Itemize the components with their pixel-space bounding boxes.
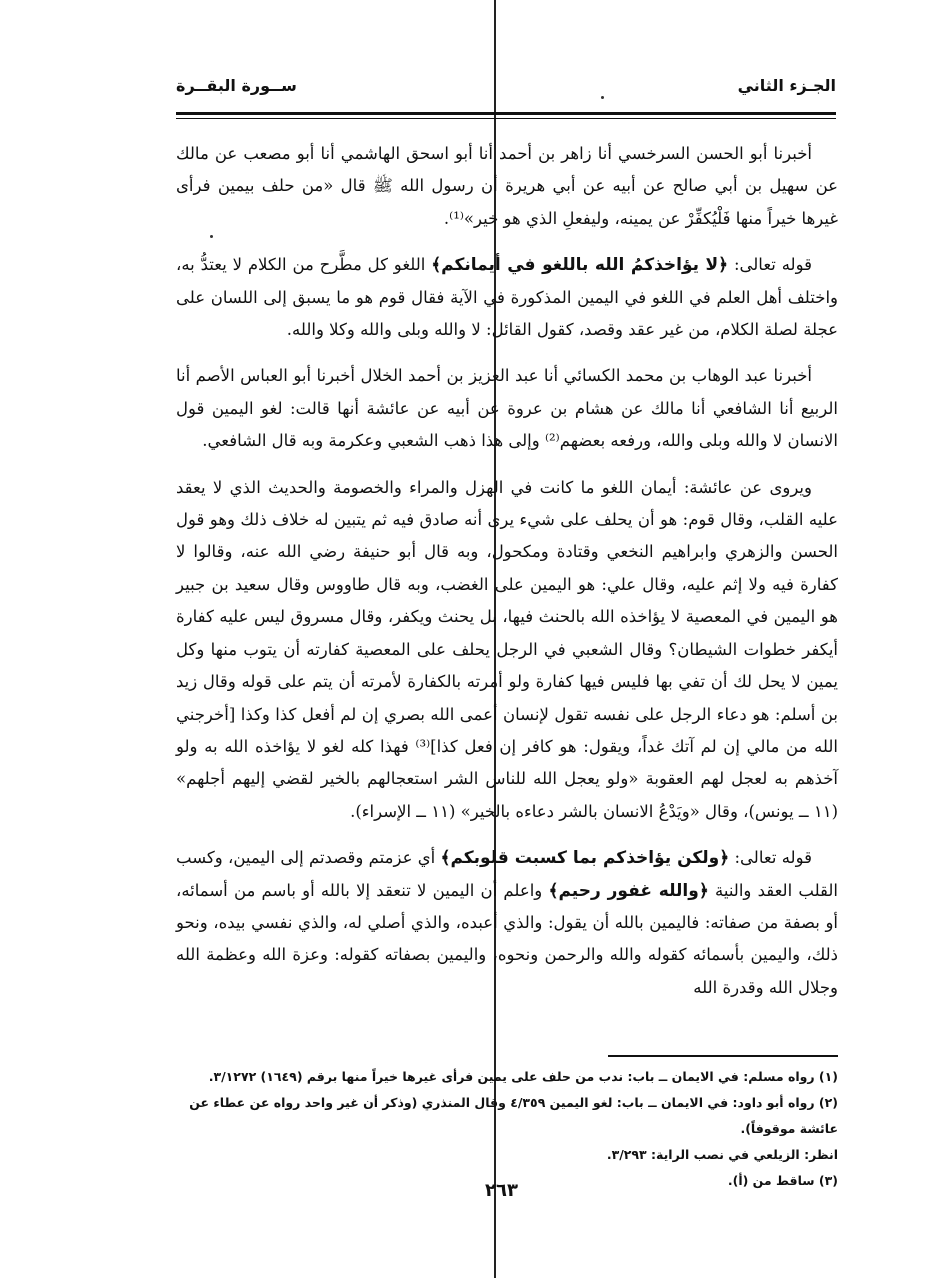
main-text <box>176 138 838 1004</box>
paragraph-laghw: قوله تعالى: ﴿لا يؤاخذكمُ الله باللغو في أيمانكم﴾ اللغو كل مطَّرح من الكلام لا يعتدُّ به، واختلف أهل العلم في اللغو في اليمين المذكورة في الآية فقال قوم هو ما يسبق إلى اللسان على عجلة لصلة الكلام، من غير عقد وقصد، كقول القائل: لا والله وبلى والله وكلا والله. <box>176 255 838 340</box>
footnotes <box>176 1064 838 1194</box>
footnote: انظر: الزيلعي في نصب الراية: ٣/٢٩٣. <box>606 1147 838 1162</box>
page-number: ٢٦٣ <box>485 1180 518 1201</box>
quran-verse: ﴿لا يؤاخذكمُ الله باللغو في أيمانكم﴾ <box>431 255 729 276</box>
header-rule <box>176 112 836 115</box>
paragraph-hadith: أخبرنا أبو الحسن السرخسي أنا زاهر بن أحمد أنا أبو اسحق الهاشمي أنا أبو مصعب عن مالك عن سهيل بن أبي صالح عن أبيه عن أبي هريرة أن رسول الله ﷺ قال «من حلف بيمين فرأى غيرها خيراً منها فَلْيُكفِّرْ عن يمينه، وليفعلِ الذي هو خير»⁽¹⁾. <box>176 144 838 228</box>
paragraph-chain: أخبرنا عبد الوهاب بن محمد الكسائي أنا عبد العزيز بن أحمد الخلال أخبرنا أبو العباس الأصم أنا الربيع أنا الشافعي أنا مالك عن هشام بن عروة عن أبيه عن عائشة أنها قالت: لغو اليمين قول الانسان لا والله وبلى والله، ورفعه بعضهم⁽²⁾ وإلى هذا ذهب الشعبي وعكرمة وبه قال الشافعي. <box>176 366 838 451</box>
quran-verse: ﴿ولكن يؤاخذكم بما كسبت قلوبكم﴾ <box>440 848 730 869</box>
footnote: (٢) رواه أبو داود: في الايمان ــ باب: لغو اليمين ٤/٣٥٩ وقال المنذري (وذكر أن غير واحد رواه عن عطاء عن عائشة موقوفاً). <box>189 1095 838 1136</box>
part-title: الجـزء الثاني <box>737 76 836 95</box>
paragraph-kasabat: قوله تعالى: ﴿ولكن يؤاخذكم بما كسبت قلوبكم﴾ أي عزمتم وقصدتم إلى اليمين، وكسب القلب العقد والنية ﴿والله غفور رحيم﴾ واعلم أن اليمين لا تنعقد إلا بالله أو باسم من أسمائه، أو بصفة من صفاته: فاليمين بالله أن يقول: والذي أعبده، والذي أصلي له، والذي نفسي بيده، ونحو ذلك، واليمين بأسمائه كقوله والله والرحمن ونحوه، واليمين بصفاته كقوله: وعزة الله وعظمة الله وجلال الله وقدرة الله <box>176 848 838 997</box>
quran-verse: ﴿والله غفور رحيم﴾ <box>548 880 709 901</box>
footnote-separator <box>608 1055 838 1057</box>
header-rule-thin <box>176 118 836 119</box>
paragraph-aisha: ويروى عن عائشة: أيمان اللغو ما كانت في الهزل والمراء والخصومة والحديث الذي لا يعقد عليه القلب، وقال قوم: هو أن يحلف على شيء يرى أنه صادق فيه ثم يتبين له خلاف ذلك وهو قول الحسن والزهري وابراهيم النخعي وقتادة ومكحول، وبه قال أبو حنيفة رضي الله عنه، وقالوا لا كفارة فيه ولا إثم عليه، وقال علي: هو اليمين على الغضب، وبه قال طاووس وقال سعيد بن جبير هو اليمين في المعصية لا يؤاخذه الله بالحنث فيها، بل يحنث ويكفر، وقال مسروق ليس عليه كفارة أيكفر خطوات الشيطان؟ وقال الشعبي في الرجل يحلف على المعصية كفارته أن يتوب منها وكل يمين لا يحل لك أن تفي بها فليس فيها كفارة ولو أمرته بالكفارة لأمرته أن يتم على قوله وقال زيد بن أسلم: هو دعاء الرجل على نفسه تقول لإنسان أعمى الله بصري إن لم أفعل كذا وكذا [أخرجني الله من مالي إن لم آتك غداً، ويقول: هو كافر إن فعل كذا]⁽³⁾ فهذا كله لغو لا يؤاخذه الله به ولو آخذهم به لعجل لهم العقوبة «ولو يعجل الله للناس الشر استعجالهم بالخير لقضي إليهم أجلهم» (١١ ــ يونس)، وقال «ويَدْعُ الانسان بالشر دعاءه بالخير» (١١ ــ الإسراء). <box>176 477 839 821</box>
surah-title: ســورة البقــرة <box>176 76 297 95</box>
footnote: (٣) ساقط من (أ). <box>727 1173 838 1188</box>
running-header <box>176 76 836 112</box>
footnote: (١) رواه مسلم: في الايمان ــ باب: ندب من حلف على يمين فرأى غيرها خيراً منها برقم (١٦٤٩) ٣/١٢٧٢. <box>208 1069 838 1084</box>
